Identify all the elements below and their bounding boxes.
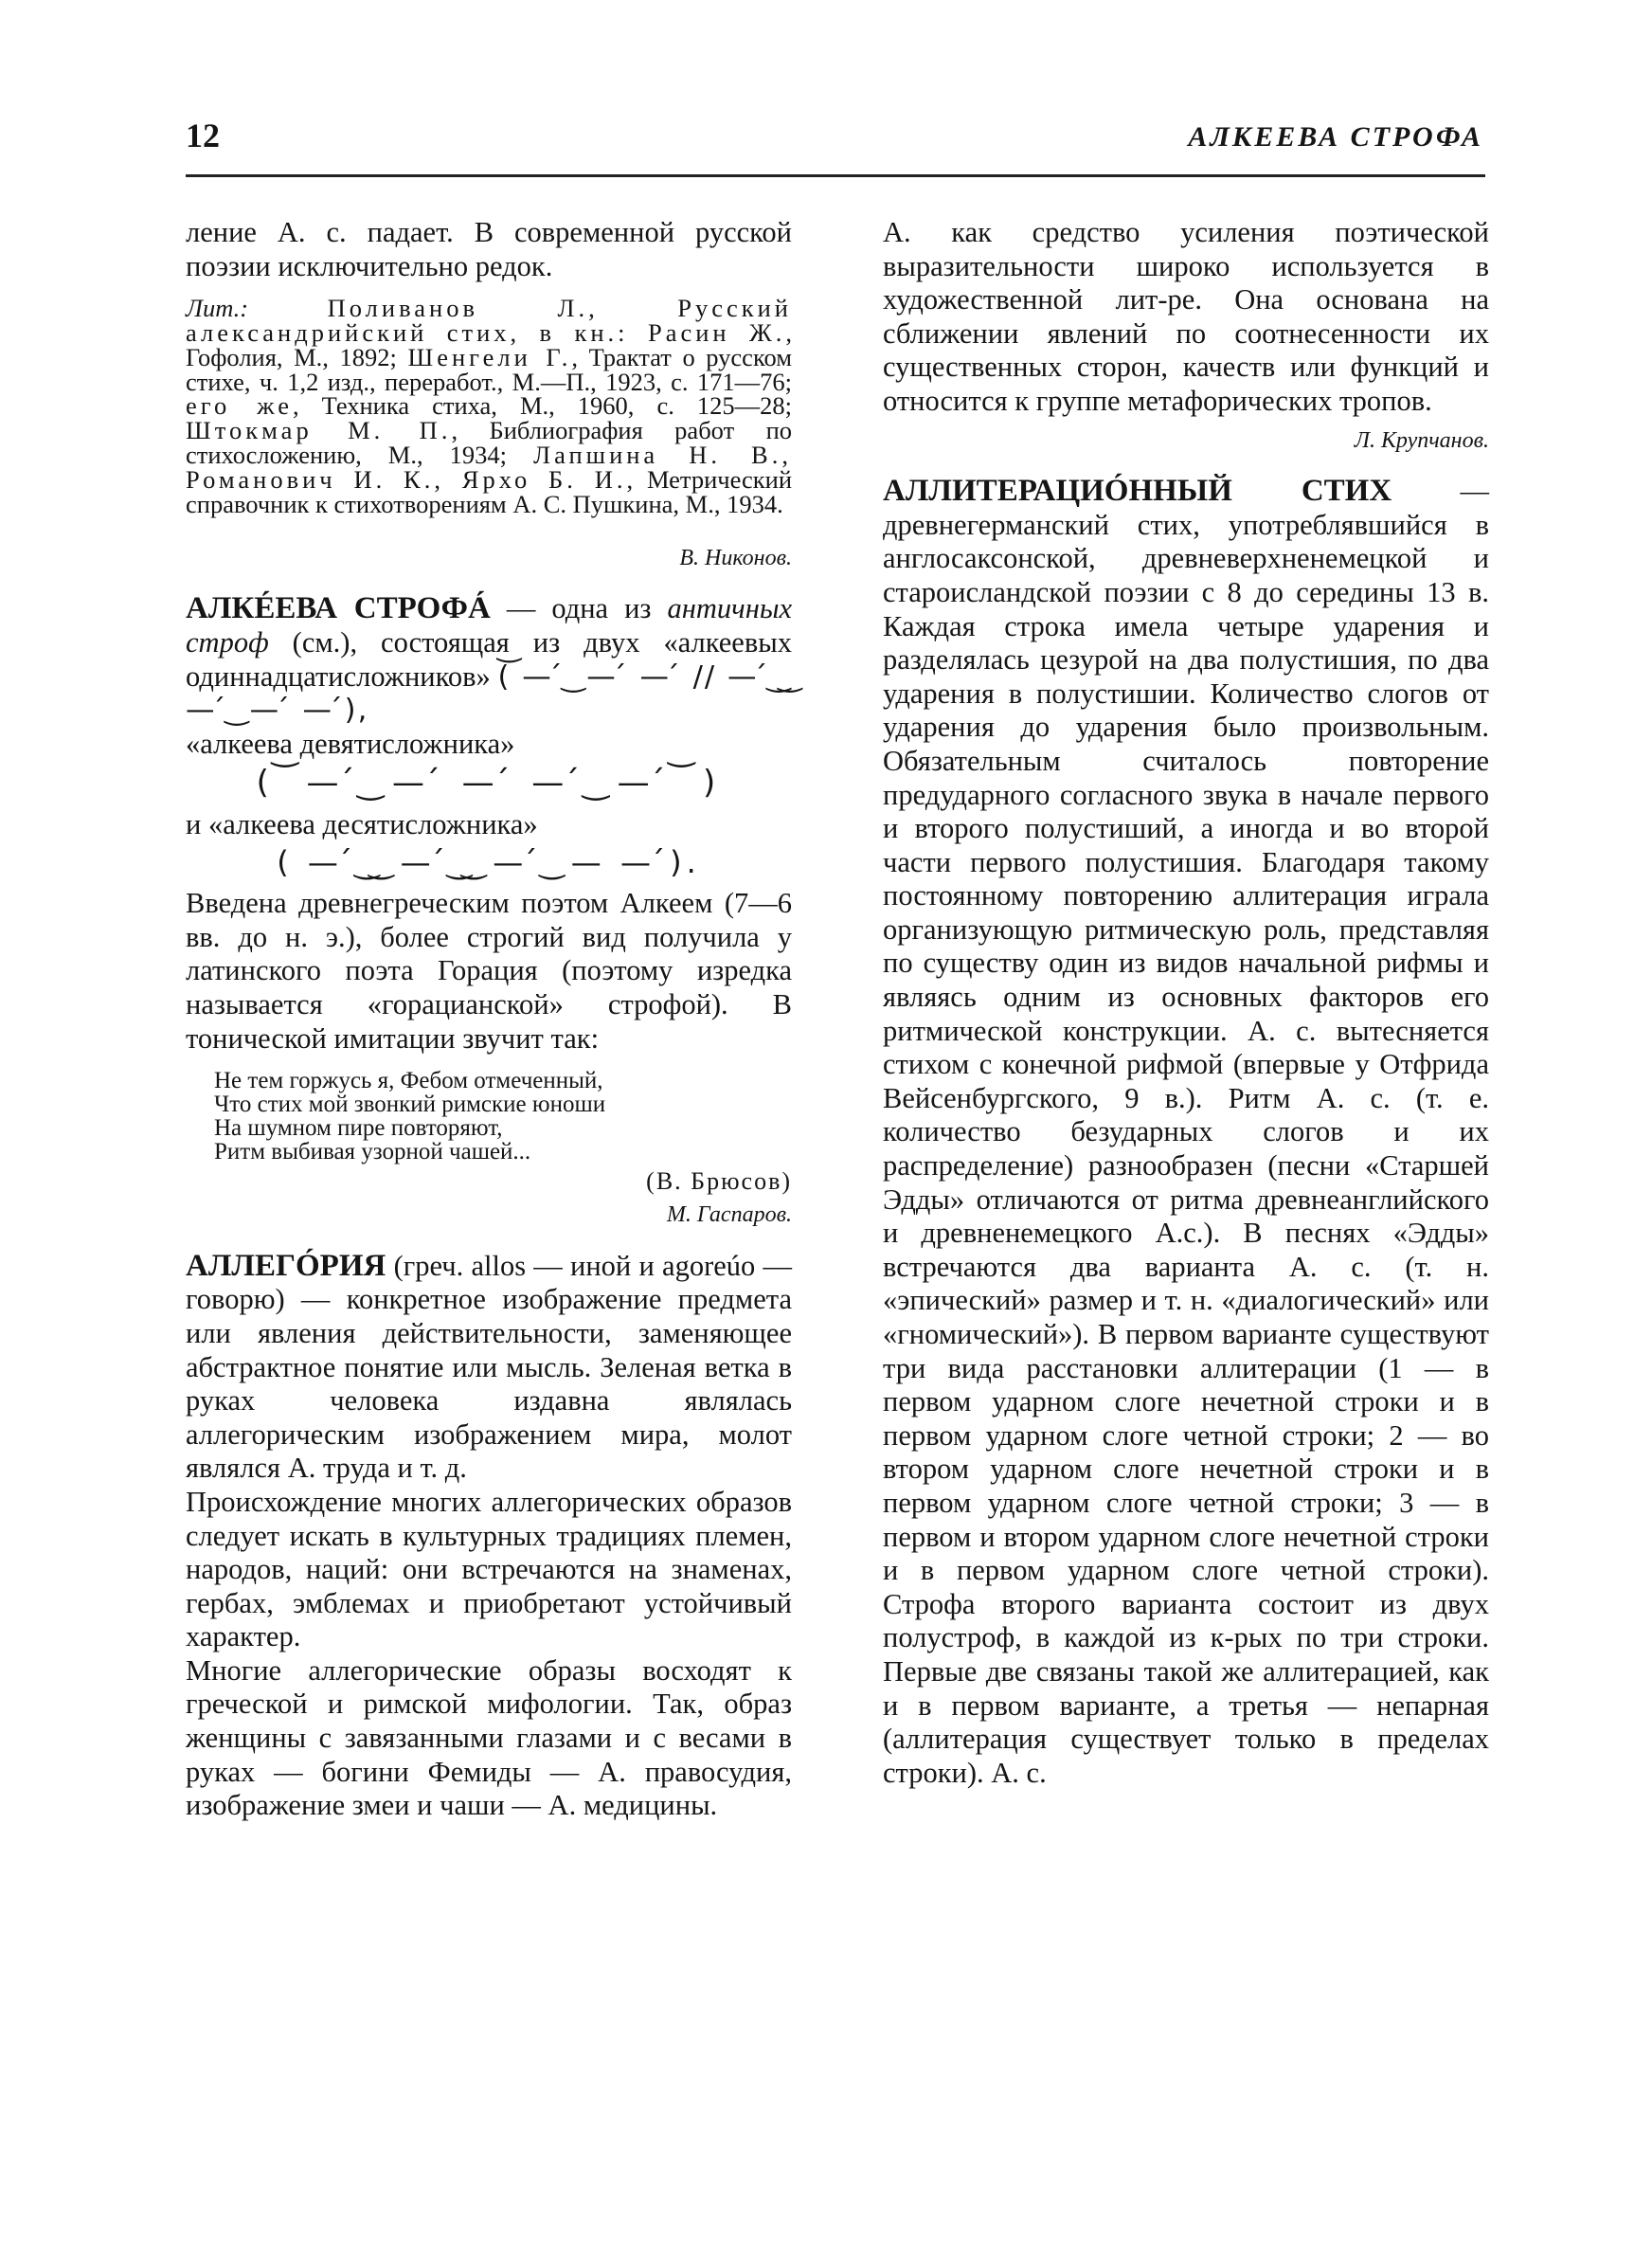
author-signature: М. Гаспаров.	[666, 1202, 792, 1228]
entry-term: АЛКÉЕВА СТРОФÁ	[186, 591, 491, 626]
page-number: 12	[186, 117, 220, 154]
entry-text: — древнегерманский стих, употреблявшийся в англосаксонской, древневерхненемецкой и староисландской поэзии с 8 до середины 13 в. Каждая строка имела четыре ударения и разделялась цезурой на два полустишия, по два ударения в полустишии. Количество слогов от ударения до ударения было произвольным. Обязательным считалось повторение предударного согласного звука в начале первого и второго полустиший, а иногда и во второй части первого полустишия. Благодаря такому постоянному повторению аллитерация играла организующую ритмическую роль, представляя по существу один из видов начальной рифмы и являясь одним из основных факторов его ритмической конструкции. А. с. вытесняется стихом с конечной рифмой (впервые у Отфрида Вейсенбургского, 9 в.). Ритм А. с. (т. е. количество безударных слогов и их распределение) разнообразен (песни «Старшей Эдды» отличаются от ритма древнеанглийского и древненемецкого А.с.). В песнях «Эдды» встречаются два варианта А. с. (т. н. «эпический» размер и т. н. «диалогический» или «гномический»). В первом варианте существуют три вида расстановки аллитерации (1 — в первом ударном слоге нечетной строки и в первом ударном слоге четной строки; 2 — во втором ударном слоге нечетной строки и в первом ударном слоге четной строки; 3 — в первом и втором ударном слоге нечетной строки и в первом ударном слоге четной строки). Строфа второго варианта состоит из двух полустроф, в каждой из к-рых по три строки. Первые две связаны такой же аллитерацией, как и в первом варианте, а третья — непарная (аллитерация существует только в пределах строки). А. с.	[883, 475, 1489, 1789]
bibliography-author: Поливанов Л., Русский александрийский стих, в кн.:	[186, 294, 792, 347]
bibliography-author: Шенгели Г.	[407, 342, 572, 371]
bibliography-text: , Техника стиха, М., 1960, с. 125—28;	[292, 391, 792, 421]
bibliography	[186, 294, 792, 518]
entry-text: «алкеева девятисложника»	[186, 727, 515, 760]
entry-text: Введена древнегреческим поэтом Алкеем (7—6 вв. до н. э.), более строгий вид получила у латинского поэта Горация (поэтому изредка называется «горацианской» строфой). В тонической имитации звучит так:	[186, 887, 792, 1055]
bibliography-text: , Метрический справочник к стихотворениям А. С. Пушкина, М., 1934.	[186, 464, 792, 518]
entry-text: Происхождение многих аллегорических образов следует искать в культурных традициях племен, народов, наций: они встречаются на знаменах, гербах, эмблемах и приобретают устойчивый характер.	[186, 1485, 792, 1653]
author-signature: Л. Крупчанов.	[1354, 427, 1489, 453]
entry-alkeeva-strofa	[186, 592, 792, 727]
page-header	[186, 116, 1483, 169]
verse-line: Ритм выбивая узорной чашей...	[214, 1139, 531, 1165]
paragraph-continuation: ление А. с. падает. В современной русской поэзии исключительно редок.	[186, 216, 792, 282]
entry-term: АЛЛИТЕРАЦИÓННЫЙ СТИХ	[883, 474, 1392, 509]
meter-scheme: ( ͝ — ́ ͜ — ́ — ́ — ́ ͜ — ́ ͝ )	[256, 764, 722, 803]
author-signature: В. Никонов.	[679, 545, 792, 570]
running-title: АЛКЕЕВА СТРОФА	[1188, 121, 1483, 153]
entry-term: АЛЛЕГÓРИЯ	[186, 1248, 386, 1283]
entry-text: Многие аллегорические образы восходят к греческой и римской мифологии. Так, образ женщины с завязанными глазами и с весами в руках — богини Фемиды — А. правосудия, изображение змеи и чаши — А. медицины.	[186, 1653, 792, 1822]
verse-line: На шумном пире повторяют,	[214, 1115, 503, 1142]
cross-reference-link[interactable]: античных строф	[186, 592, 793, 659]
bibliography-author: Расин Ж.	[647, 317, 786, 347]
bibliography-author: его же	[186, 391, 293, 421]
entry-text: (см.), состоящая из двух «алкеевых одиннадцатисложников»	[186, 626, 792, 693]
entry-allegoriya	[186, 1250, 792, 1486]
right-column	[883, 216, 1489, 1790]
verse-author: (В. Брюсов)	[646, 1167, 792, 1196]
bibliography-author: Лапшина Н. В., Романович И. К., Ярхо Б. И.	[186, 440, 792, 494]
verse-line: Не тем горжусь я, Фебом отмеченный,	[214, 1068, 603, 1094]
bibliography-text: , Библиография работ по стихосложению, М., 1934;	[186, 416, 792, 469]
verse-line: Что стих мой звонкий римские юноши	[214, 1092, 606, 1118]
bibliography-head: Лит.:	[186, 294, 249, 323]
verse-quote	[214, 1068, 792, 1196]
bibliography-author: Штокмар М. П.	[186, 416, 452, 445]
entry-text: — одна из	[490, 592, 668, 625]
bibliography-text: , Гофолия, М., 1892;	[186, 317, 792, 371]
entry-text: (греч. allos — иной и agoreúo — говорю) — конкретное изображение предмета или явления действительности, заменяющее абстрактное понятие или мысль. Зеленая ветка в руках человека издавна являлась аллегорическим изображением мира, молот являлся А. труда и т. д.	[186, 1249, 792, 1485]
meter-scheme: ( — ́ ͜ ͜ — ́ ͜ ͜ — ́ ͜ — — ́).	[277, 843, 701, 880]
entry-alliteratsionnyy-stikh	[883, 475, 1489, 1790]
entry-text: А. как средство усиления поэтической выразительности широко используется в художественной лит-ре. Она основана на сближении явлений по соотнесенности их существенных сторон, качеств или функций и относится к группе метафорических тропов.	[883, 216, 1489, 417]
entry-text: и «алкеева десятисложника»	[186, 808, 538, 841]
meter-scheme: (͝ — ́ ͜ — ́ — ́ // — ́ ͜ ͜ — ́ ͜ — ́ — ́),	[186, 659, 792, 728]
left-column	[186, 216, 792, 1823]
bibliography-text: , Трактат о русском стихе, ч. 1,2 изд., переработ., М.—П., 1923, с. 171—76;	[186, 342, 792, 396]
header-rule	[186, 174, 1485, 177]
